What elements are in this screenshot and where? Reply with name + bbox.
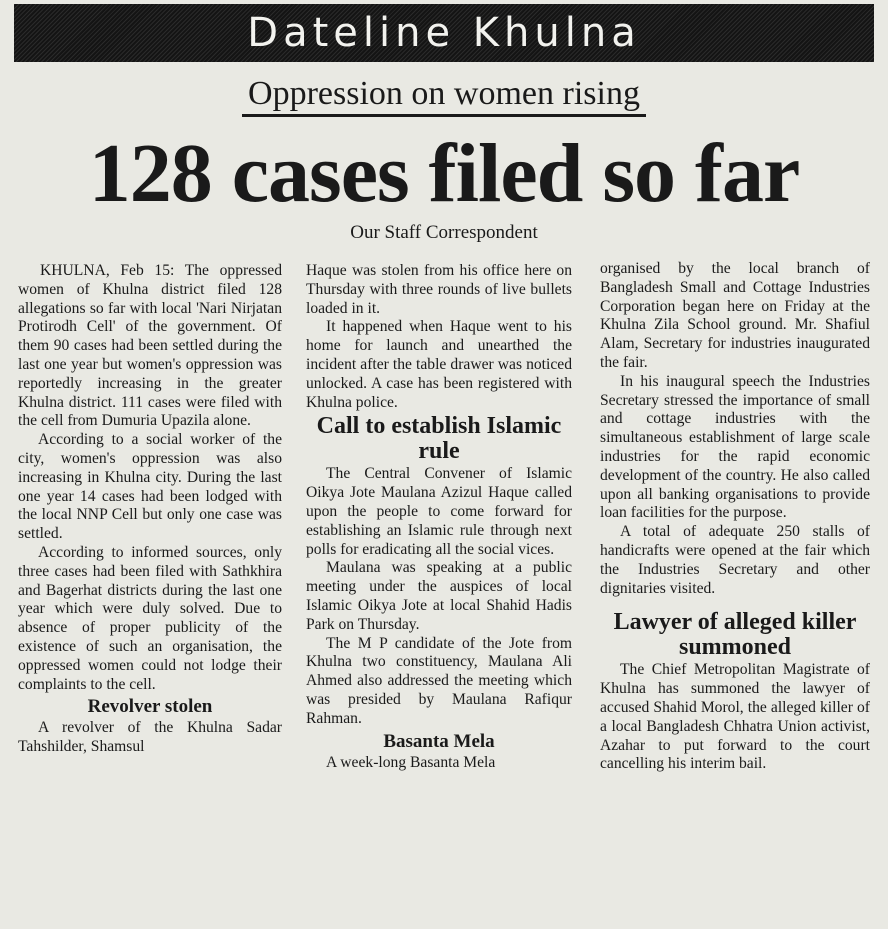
paragraph: A revolver of the Khulna Sadar Tahshilder, Shamsul [18,719,282,756]
paragraph: A total of adequate 250 stalls of handicrafts were opened at the fair which the Industries Secretary and other dignitaries visited. [600,523,870,597]
kicker [0,74,888,117]
subhead-revolver-stolen: Revolver stolen [87,696,213,718]
subhead-call-to-establish: Call to establish Islamic rule [316,413,562,465]
paragraph: According to a social worker of the city, women's oppression was also increasing in Khulna city. During the last one year 14 cases had been lodged with the local NNP Cell but only one case was settled. [18,431,282,543]
subhead-lawyer-summoned: Lawyer of alleged killer summoned [613,609,857,661]
headline: 128 cases filed so far [88,127,800,220]
section-banner [14,4,874,62]
paragraph: It happened when Haque went to his home for launch and unearthed the incident after the table drawer was noticed unlocked. A case has been registered with Khulna police. [306,318,572,411]
kicker-text: Oppression on women rising [242,74,646,117]
article-column-3 [600,260,870,774]
paragraph: KHULNA, Feb 15: The oppressed women of Khulna district filed 128 allegations so far with local 'Nari Nirjatan Protirodh Cell' of the government. Of them 90 cases had been settled during the last one year but women's oppression was reportedly increasing in the greater Khulna district. 111 cases were filed with the cell from Dumuria Upazila alone. [18,262,282,430]
paragraph: In his inaugural speech the Industries Secretary stressed the importance of small and cottage industries with the simultaneous establishment of large scale industries for the rapid economic development of the country. He also called upon all banking organisations to provide loan facilities for the purpose. [600,372,870,522]
paragraph: A week-long Basanta Mela [326,753,496,771]
paragraph: Maulana was speaking at a public meeting under the auspices of local Islamic Oikya Jote at local Shahid Hadis Park on Thursday. [306,559,572,633]
article-column-2 [306,262,572,772]
paragraph: The Chief Metropolitan Magistrate of Khulna has summoned the lawyer of accused Shahid Morol, the alleged killer of a local Bangladesh Chhatra Union activist, Azahar to put forward to the court cancelling his interim bail. [600,661,870,773]
paragraph: Haque was stolen from his office here on Thursday with three rounds of live bullets loaded in it. [306,262,572,317]
paragraph: The Central Convener of Islamic Oikya Jote Maulana Azizul Haque called upon the people to come forward for establishing an Islamic rule through next polls for eradicating all the social vices. [306,465,572,558]
paragraph: The M P candidate of the Jote from Khulna two constituency, Maulana Ali Ahmed also addressed the meeting which was presided by Maulana Rafiqur Rahman. [306,634,572,727]
byline: Our Staff Correspondent [350,222,538,243]
subhead-basanta-mela: Basanta Mela [383,730,495,752]
article-column-1 [18,262,282,757]
paragraph: organised by the local branch of Bangladesh Small and Cottage Industries Corporation began here on Friday at the Khulna Zila School ground. Mr. Shafiul Alam, Secretary for industries inaugurated the fair. [600,260,870,371]
paragraph: According to informed sources, only three cases had been filed with Sathkhira and Bagerhat districts during the last one year which were duly solved. Due to absence of proper publicity of the existence of such an organisation, the oppressed women could not lodge their complaints to the cell. [18,543,282,693]
section-banner-title: Dateline Khulna [247,10,641,56]
